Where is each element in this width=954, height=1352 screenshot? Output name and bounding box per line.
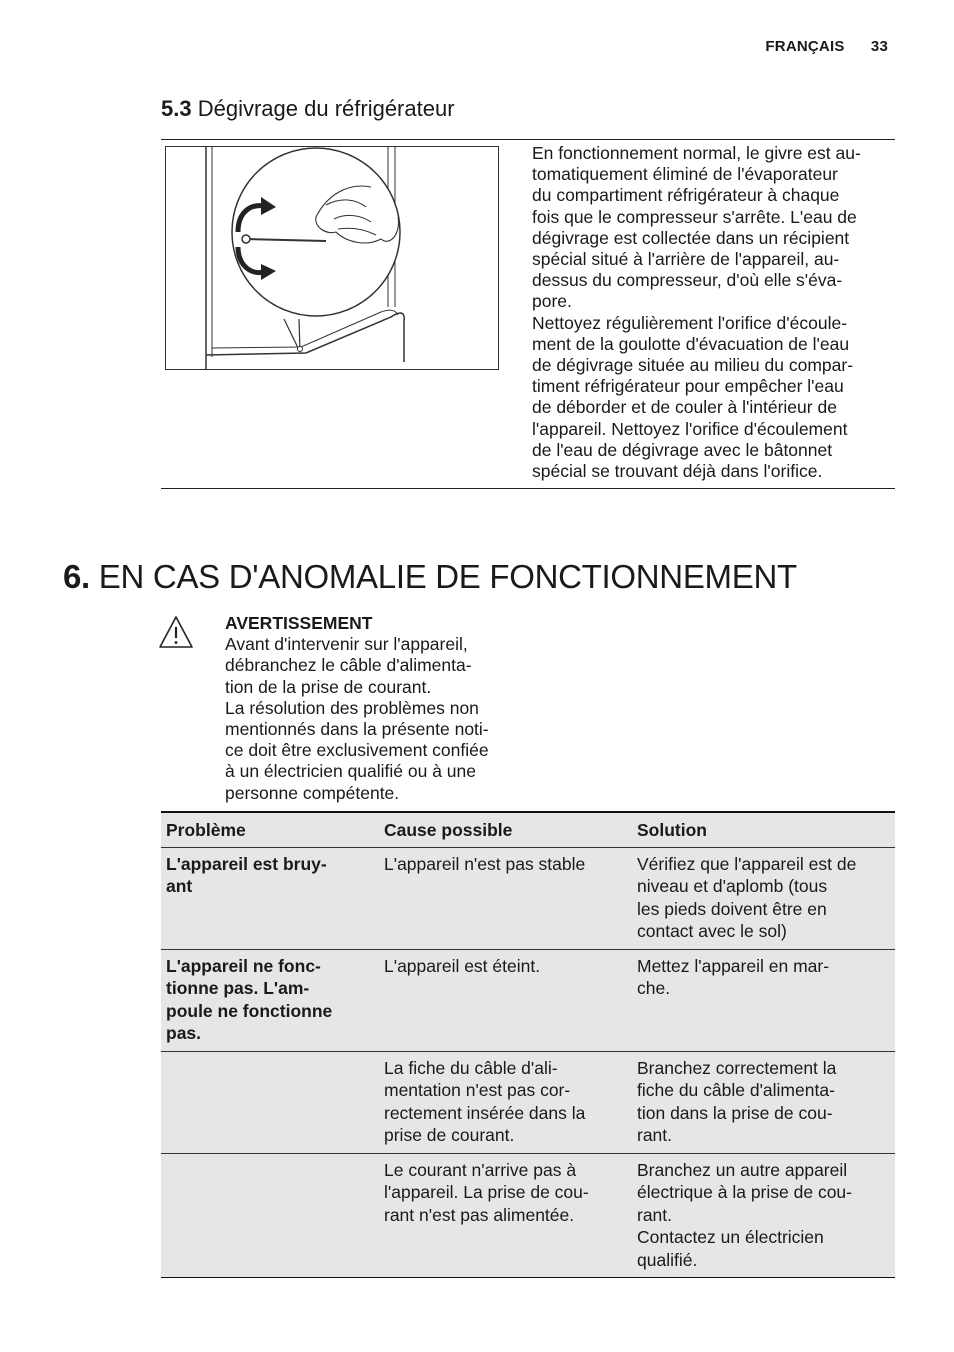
cause-cell [379, 949, 632, 1051]
defrost-illustration [165, 146, 499, 370]
solution-cell [632, 847, 895, 949]
warning-line: La résolution des problèmes non [225, 697, 479, 718]
cell-line: Mettez l'appareil en mar- [637, 955, 830, 976]
cell-line: Le courant n'arrive pas à [384, 1159, 577, 1180]
defrost-line: dégivrage est collectée dans un récipient [532, 227, 850, 248]
defrost-line: de déborder et de couler à l'intérieur de [532, 397, 837, 418]
cell-line: électrique à la prise de cou- [637, 1182, 852, 1202]
defrost-line: de l'eau de dégivrage avec le bâtonnet [532, 439, 833, 460]
defrost-line: ment de la goulotte d'évacuation de l'eau [532, 333, 850, 354]
defrost-line: Nettoyez régulièrement l'orifice d'écoule- [532, 312, 848, 333]
page-header [765, 38, 888, 55]
defrost-line: tomatiquement éliminé de l'évaporateur [532, 164, 838, 185]
header-cause: Cause possible [379, 812, 632, 847]
defrost-line: En fonctionnement normal, le givre est au- [532, 143, 861, 163]
problem-cell [161, 949, 379, 1051]
cell-line: rant. [637, 1125, 673, 1145]
defrost-line: de dégivrage située au milieu du compar- [532, 355, 854, 376]
bottom-divider [161, 488, 895, 489]
solution-cell [632, 1153, 895, 1278]
subsection-title-text: Dégivrage du réfrigérateur [197, 96, 455, 121]
warning-triangle-icon [158, 614, 194, 650]
section-title-text: EN CAS D'ANOMALIE DE FONCTIONNEMENT [98, 558, 797, 595]
table-row [161, 1153, 895, 1278]
defrost-line: spécial se trouvant déjà dans l'orifice. [532, 461, 823, 482]
defrost-line: pore. [532, 291, 572, 312]
cell-line: L'appareil ne fonc- [166, 955, 321, 976]
section-title [63, 558, 797, 596]
cause-cell [379, 1051, 632, 1153]
cell-line: Branchez un autre appareil [637, 1159, 848, 1180]
cell-line: les pieds doivent être en [637, 898, 827, 919]
defrost-line: dessus du compresseur, d'où elle s'éva- [532, 270, 843, 291]
subsection-title [161, 96, 455, 122]
cell-line: prise de courant. [384, 1125, 515, 1145]
cell-line: fiche du câble d'alimenta- [637, 1080, 835, 1100]
header-solution: Solution [632, 812, 895, 847]
cell-line: l'appareil. La prise de cou- [384, 1182, 589, 1202]
cell-line: che. [637, 978, 671, 998]
problem-cell [161, 1153, 379, 1278]
cell-line: rant n'est pas alimentée. [384, 1204, 575, 1225]
cell-line: niveau et d'aplomb (tous [637, 876, 828, 896]
problem-cell [161, 1051, 379, 1153]
defrost-description [532, 143, 892, 482]
cell-line: Contactez un électricien [637, 1227, 824, 1247]
defrost-line: spécial situé à l'arrière de l'appareil, au- [532, 249, 840, 270]
defrost-line: l'appareil. Nettoyez l'orifice d'écoulement [532, 418, 848, 439]
solution-cell [632, 1051, 895, 1153]
cause-cell [379, 847, 632, 949]
table-row [161, 847, 895, 949]
header-problem: Problème [161, 812, 379, 847]
table-row [161, 949, 895, 1051]
warning-title: AVERTISSEMENT [225, 613, 373, 633]
warning-line: Avant d'intervenir sur l'appareil, [225, 634, 468, 655]
table-row [161, 1051, 895, 1153]
cause-cell [379, 1153, 632, 1278]
warning-line: à un électricien qualifié ou à une [225, 761, 477, 782]
troubleshooting-table [161, 811, 895, 1278]
cell-line: qualifié. [637, 1249, 698, 1270]
cell-line: La fiche du câble d'ali- [384, 1057, 558, 1078]
section-number: 6. [63, 558, 90, 595]
warning-block [225, 613, 515, 804]
subsection-number: 5.3 [161, 96, 192, 121]
warning-text [225, 634, 515, 804]
warning-line: personne compétente. [225, 782, 400, 803]
warning-line: débranchez le câble d'alimenta- [225, 655, 472, 676]
cell-line: ant [166, 876, 193, 896]
cell-line: pas. [166, 1023, 202, 1043]
cell-line: rectement insérée dans la [384, 1102, 586, 1123]
cell-line: mentation n'est pas cor- [384, 1080, 571, 1100]
cell-line: rant. [637, 1204, 673, 1225]
cell-line: contact avec le sol) [637, 921, 787, 941]
header-page-number: 33 [870, 38, 888, 55]
cell-line: tionne pas. L'am- [166, 978, 310, 998]
cell-line: Branchez correctement la [637, 1057, 837, 1078]
header-language: FRANÇAIS [765, 38, 845, 55]
cell-line: L'appareil n'est pas stable [384, 853, 586, 874]
warning-line: tion de la prise de courant. [225, 676, 432, 697]
top-divider [161, 139, 895, 140]
defrost-drain-drawing [166, 147, 498, 369]
defrost-line: du compartiment réfrigérateur à chaque [532, 185, 840, 206]
defrost-line: timent réfrigérateur pour empêcher l'eau [532, 376, 844, 397]
warning-line: ce doit être exclusivement confiée [225, 740, 489, 761]
cell-line: tion dans la prise de cou- [637, 1102, 833, 1123]
cell-line: poule ne fonctionne [166, 1000, 333, 1021]
defrost-line: fois que le compresseur s'arrête. L'eau de [532, 206, 857, 227]
cell-line: L'appareil est éteint. [384, 955, 541, 976]
solution-cell [632, 949, 895, 1051]
warning-line: mentionnés dans la présente noti- [225, 719, 489, 740]
cell-line: L'appareil est bruy- [166, 853, 327, 874]
cell-line: Vérifiez que l'appareil est de [637, 853, 857, 874]
table-header-row [161, 812, 895, 847]
problem-cell [161, 847, 379, 949]
